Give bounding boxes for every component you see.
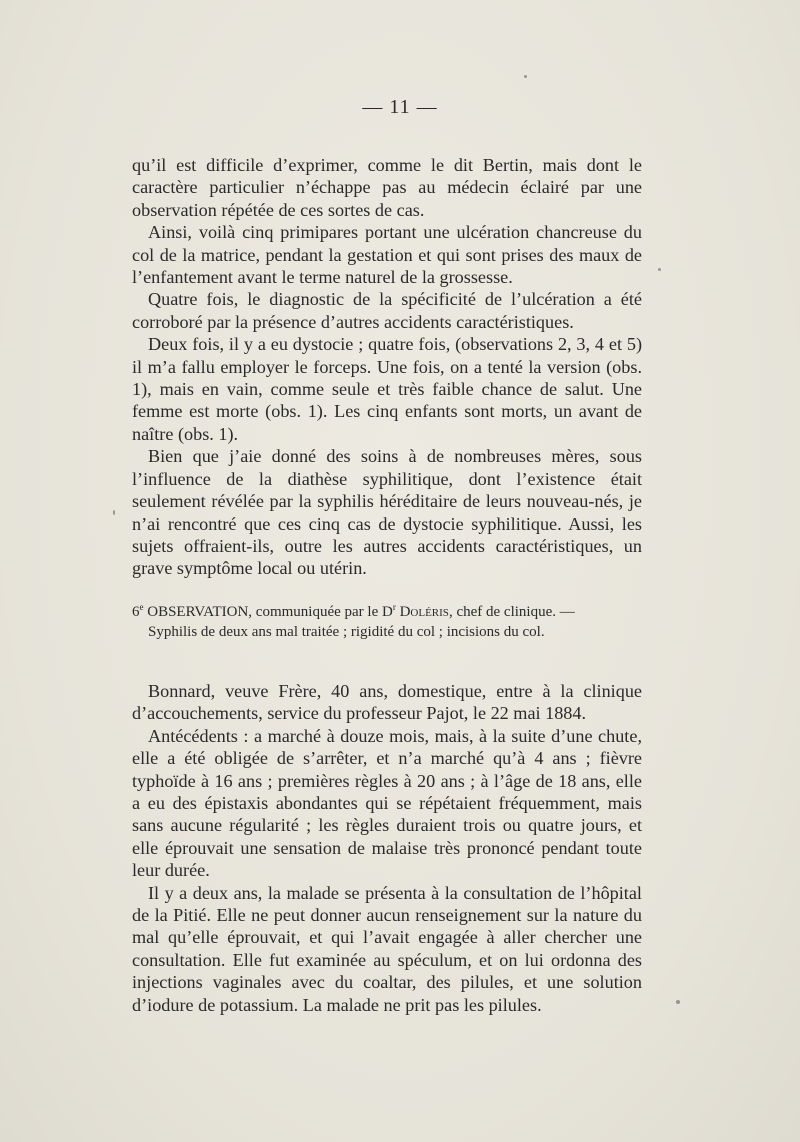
paragraph: Deux fois, il y a eu dystocie ; quatre fois, (observations 2, 3, 4 et 5) il m’a fallu employer le forceps. Une fois, on a tenté la version (obs. 1), mais en vain, comme seule et très faible chance de salut. Une femme est morte (obs. 1). Les cinq enfants sont morts, un avant de naître (obs. 1). [132,334,642,444]
observation-author: Doléris [399,604,449,620]
paragraph: Bonnard, veuve Frère, 40 ans, domestique, entre à la clinique d’accouchements, service du professeur Pajot, le 22 mai 1884. [132,681,642,724]
paragraph: Ainsi, voilà cinq primipares portant une ulcération chancreuse du col de la matrice, pendant la gestation et qui sont prises des maux de l’enfantement avant le terme naturel de la grossesse. [132,222,642,288]
observation-subtitle: Syphilis de deux ans mal traitée ; rigidité du col ; incisions du col. [148,624,545,640]
paragraph: Bien que j’aie donné des soins à de nombreuses mères, sous l’influence de la diathèse syphilitique, dont l’existence était seulement révélée par la syphilis héréditaire de leurs nouveau-nés, je n’ai rencontré que ces cinq cas de dystocie syphilitique. Aussi, les sujets offraient-ils, outre les autres accidents caractéristiques, un grave symptôme local ou utérin. [132,446,642,579]
observation-title: OBSERVATION [147,604,249,620]
body-text-section-1 [132,154,642,580]
paper-speck [676,1000,680,1004]
paragraph: Il y a deux ans, la malade se présenta à la consultation de l’hôpital de la Pitié. Elle ne peut donner aucun renseignement sur la nature du mal qu’elle éprouvait, et qui l’avait engagée à aller chercher une consultation. Elle fut examinée au spéculum, et on lui ordonna des injections vaginales avec du coaltar, des pilules, et une solution d’iodure de potassium. La malade ne prit pas les pilules. [132,882,642,1015]
observation-heading [132,602,642,642]
observation-number: 6 [132,604,140,620]
paragraph: Antécédents : a marché à douze mois, mais, à la suite d’une chute, elle a été obligée de s’arrêter, et n’a marché qu’à 4 ans ; fièvre typhoïde à 16 ans ; premières règles à 20 ans ; à l’âge de 18 ans, elle a eu des épistaxis abondantes qui se répétaient fréquemment, mais sans aucune régularité ; les règles duraient trois ou quatre jours, et elle éprouvait une sensation de malaise très prononcé pendant toute leur durée. [132,725,642,881]
observation-author-role: , chef de clinique. — [448,604,575,620]
body-text-section-2 [132,680,642,1016]
paper-speck [658,268,661,271]
page-number: — 11 — [362,96,438,118]
observation-communicated: , communiquée par le D [248,604,393,620]
paper-speck [113,510,115,515]
paragraph: qu’il est difficile d’exprimer, comme le dit Bertin, mais dont le caractère particulier n’échappe pas au médecin éclairé par une observation répétée de ces sortes de cas. [132,155,642,220]
paragraph: Quatre fois, le diagnostic de la spécificité de l’ulcération a été corroboré par la présence d’autres accidents caractéristiques. [132,289,642,332]
observation-number-suffix: e [139,602,144,612]
doctor-suffix: r [392,602,396,612]
paper-speck [524,75,527,78]
